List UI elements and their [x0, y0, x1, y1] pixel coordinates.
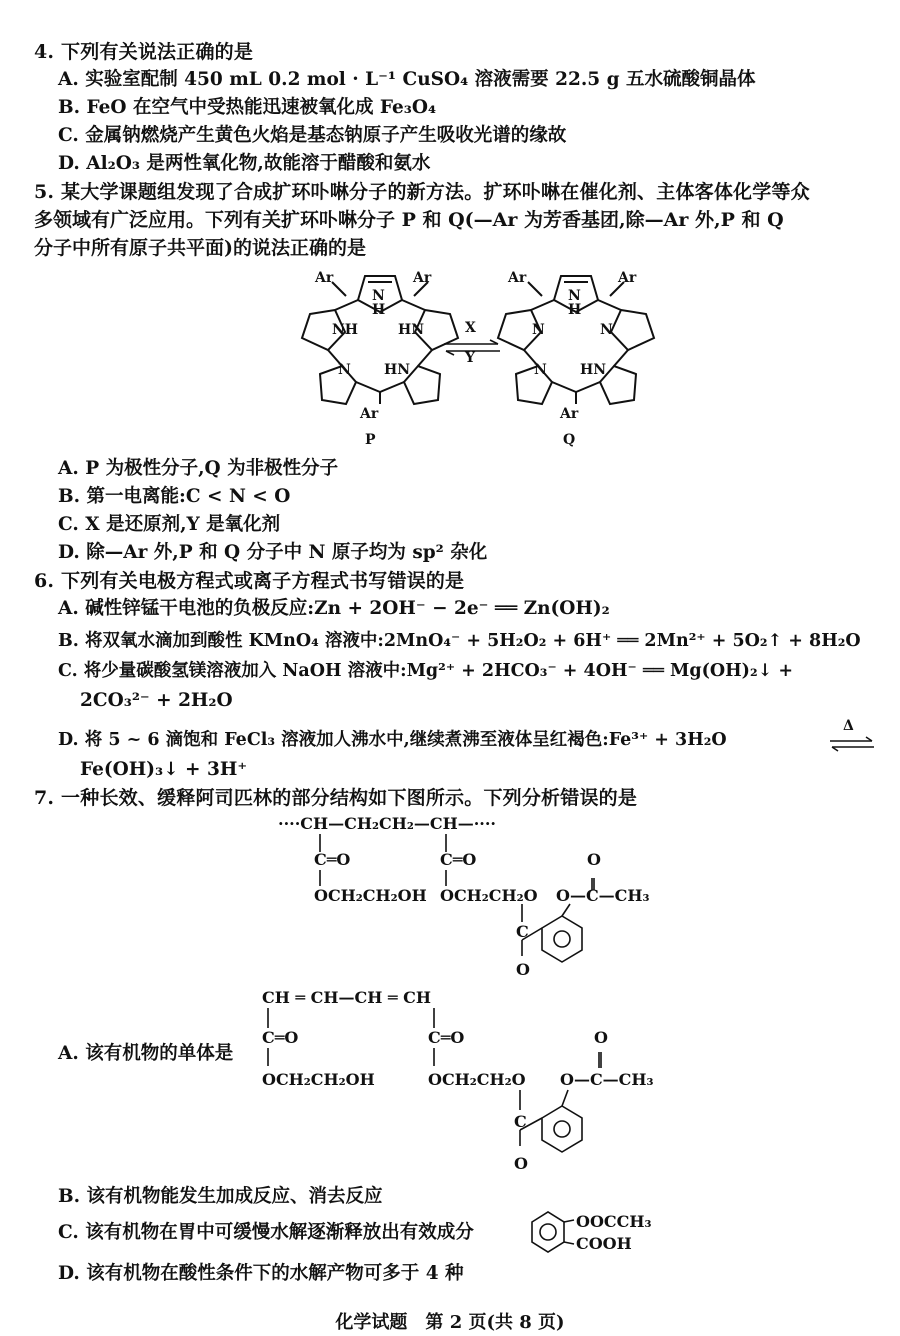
q7-stem: 7. 一种长效、缓释阿司匹林的部分结构如下图所示。下列分析错误的是	[34, 787, 638, 809]
q5-stem-line2: 多领域有广泛应用。下列有关扩环卟啉分子 P 和 Q(—Ar 为芳香基团,除—Ar 外,P 和 Q	[34, 209, 784, 231]
q5-option-d: D. 除—Ar 外,P 和 Q 分子中 N 原子均为 sp² 杂化	[58, 542, 488, 563]
q-ar-bottom: Ar	[560, 406, 579, 422]
p-hn-right: HN	[398, 322, 425, 338]
q5-option-c: C. X 是还原剂,Y 是氧化剂	[58, 514, 281, 535]
monomer-bonds	[262, 1006, 682, 1176]
monomer-acetyl-ester: O—C—CH₃	[560, 1070, 654, 1089]
p-ar-top-right: Ar	[413, 270, 432, 286]
acetyl-o: O	[587, 850, 601, 869]
p-hn-bottom-right: HN	[384, 362, 411, 378]
monomer-benzoate-c: C	[514, 1112, 527, 1131]
q6-option-c-line1: C. 将少量碳酸氢镁溶液加入 NaOH 溶液中:Mg²⁺ + 2HCO₃⁻ + 4OH⁻ ══ Mg(OH)₂↓ +	[58, 661, 794, 681]
acetyl-ester: O—C—CH₃	[556, 886, 650, 905]
polymer-chain: ····CH—CH₂CH₂—CH—····	[278, 814, 496, 833]
q4-option-a: A. 实验室配制 450 mL 0.2 mol · L⁻¹ CuSO₄ 溶液需要 22.5 g 五水硫酸铜晶体	[58, 69, 756, 90]
p-ar-bottom: Ar	[360, 406, 379, 422]
monomer-carbonyl-left: C═O	[262, 1028, 299, 1047]
q-n-bottom-left: N	[534, 362, 547, 378]
benzoate-o: O	[516, 960, 530, 979]
q6-option-b: B. 将双氧水滴加到酸性 KMnO₄ 溶液中:2MnO₄⁻ + 5H₂O₂ + 6H⁺ ══ 2Mn²⁺ + 5O₂↑ + 8H₂O	[58, 631, 861, 651]
q6-option-c-line2: 2CO₃²⁻ + 2H₂O	[80, 690, 233, 711]
carbonyl-right: C═O	[440, 850, 477, 869]
p-nh-left: NH	[332, 322, 359, 338]
heat-equilibrium-arrow	[828, 737, 876, 751]
ester-chain-right: OCH₂CH₂O	[440, 886, 538, 905]
monomer-benzoate-o: O	[514, 1154, 528, 1173]
q6-stem: 6. 下列有关电极方程式或离子方程式书写错误的是	[34, 570, 465, 592]
aspirin-oocch3: OOCCH₃	[576, 1212, 652, 1231]
page-footer: 化学试题 第 2 页(共 8 页)	[335, 1312, 565, 1333]
p-h-top: H	[372, 302, 386, 318]
q-ar-top-right: Ar	[618, 270, 637, 286]
p-n-top: N	[372, 288, 385, 304]
heat-symbol: Δ	[843, 718, 854, 734]
q6-option-d-line1: D. 将 5 ~ 6 滴饱和 FeCl₃ 溶液加人沸水中,继续煮沸至液体呈红褐色:Fe³⁺ + 3H₂O	[58, 730, 727, 750]
monomer-acetyl-o: O	[594, 1028, 608, 1047]
monomer-ester-left: OCH₂CH₂OH	[262, 1070, 375, 1089]
q4-option-c: C. 金属钠燃烧产生黄色火焰是基态钠原子产生吸收光谱的缘故	[58, 125, 567, 146]
p-n-bottom-left: N	[338, 362, 351, 378]
arrow-top-label: X	[465, 320, 476, 336]
monomer-carbonyl-right: C═O	[428, 1028, 465, 1047]
q7-option-a: A. 该有机物的单体是	[58, 1043, 234, 1064]
carbonyl-left: C═O	[314, 850, 351, 869]
q4-stem: 4. 下列有关说法正确的是	[34, 41, 254, 63]
q-hn-bottom-right: HN	[580, 362, 607, 378]
q-n-left: N	[532, 322, 545, 338]
q-n-top: N	[568, 288, 581, 304]
q-n-right: N	[600, 322, 613, 338]
arrow-bottom-label: Y	[465, 350, 475, 366]
q5-stem-line3: 分子中所有原子共平面)的说法正确的是	[34, 237, 366, 259]
monomer-chain: CH ═ CH—CH ═ CH	[262, 988, 431, 1007]
q6-option-a: A. 碱性锌锰干电池的负极反应:Zn + 2OH⁻ − 2e⁻ ══ Zn(OH)₂	[58, 598, 610, 619]
p-ar-top-left: Ar	[315, 270, 334, 286]
q4-option-d: D. Al₂O₃ 是两性氧化物,故能溶于醋酸和氨水	[58, 153, 431, 174]
q5-option-b: B. 第一电离能:C < N < O	[58, 486, 291, 507]
ester-chain-left: OCH₂CH₂OH	[314, 886, 427, 905]
aspirin-cooh: COOH	[576, 1234, 632, 1253]
monomer-ester-right: OCH₂CH₂O	[428, 1070, 526, 1089]
q7-option-c: C. 该有机物在胃中可缓慢水解逐渐释放出有效成分	[58, 1222, 474, 1243]
aspirin-benzene-ring	[526, 1210, 576, 1256]
q7-option-b: B. 该有机物能发生加成反应、消去反应	[58, 1186, 383, 1207]
q6-option-d-line2: Fe(OH)₃↓ + 3H⁺	[80, 759, 248, 780]
q-label: Q	[563, 432, 576, 448]
q5-option-a: A. P 为极性分子,Q 为非极性分子	[58, 458, 339, 479]
benzoate-c: C	[516, 922, 529, 941]
p-label: P	[365, 432, 376, 448]
q-h-top: H	[568, 302, 582, 318]
q4-option-b: B. FeO 在空气中受热能迅速被氧化成 Fe₃O₄	[58, 97, 437, 118]
q7-option-d: D. 该有机物在酸性条件下的水解产物可多于 4 种	[58, 1263, 464, 1284]
q-ar-top-left: Ar	[508, 270, 527, 286]
q5-stem-line1: 5. 某大学课题组发现了合成扩环卟啉分子的新方法。扩环卟啉在催化剂、主体客体化学等众	[34, 181, 810, 203]
